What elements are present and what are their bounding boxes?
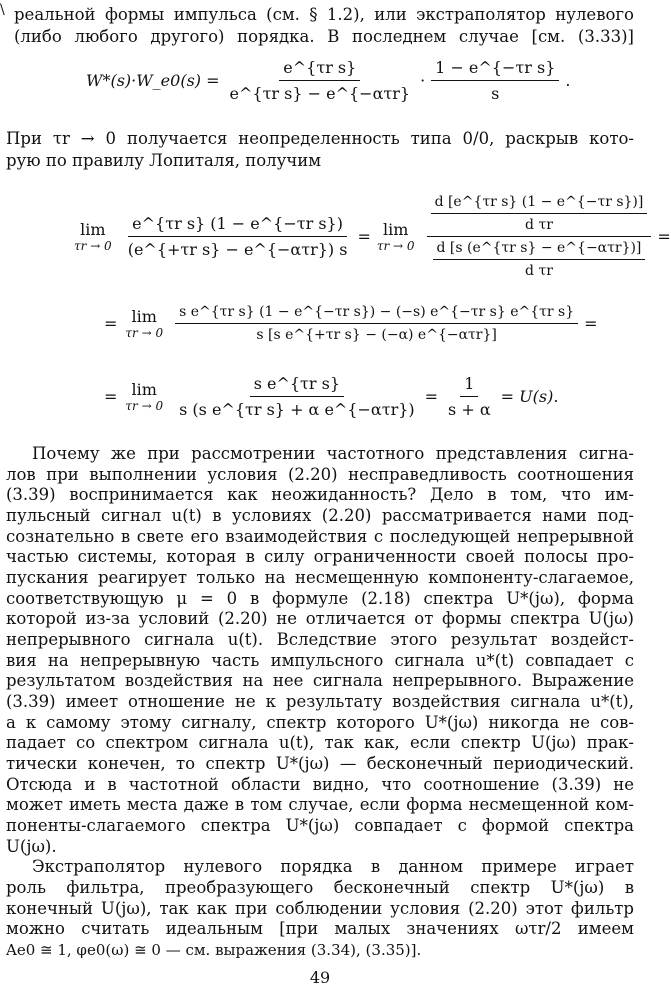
equation-4: [104, 374, 558, 419]
text-line: пускания реагирует только на несмещенную компоненту-слагаемое,: [6, 568, 634, 587]
text-line: роль фильтра, преобразующего бесконечный спектр U*(jω) в: [6, 878, 634, 897]
lim-text: lim: [131, 307, 157, 326]
text-line: частью системы, которая в силу ограниченности своей полосы про-: [6, 547, 634, 566]
text-line: (3.39) имеет отношение не к результату воздействия сигнала u*(t),: [6, 692, 634, 711]
eq4-equals: =: [424, 387, 439, 406]
text-line: которой из-за условий (2.20) не отличается от формы спектра U(jω): [6, 609, 634, 628]
text-line: Отсюда и в частотной области видно, что соотношение (3.39) не: [6, 775, 634, 794]
eq2-compound-num: [427, 194, 652, 237]
text-line: Ae0 ≅ 1, φe0(ω) ≅ 0 — см. выражения (3.34), (3.35)].: [6, 941, 422, 959]
text-line: рую по правилу Лопиталя, получим: [6, 151, 322, 170]
eq3-fraction: [175, 304, 578, 343]
eq2-inner-num: d [s (e^{τr s} − e^{−ατr})]: [433, 240, 646, 260]
lim-text: lim: [383, 219, 409, 239]
eq3-end: =: [584, 314, 598, 333]
eq2-equals: =: [357, 226, 371, 246]
eq2-inner-den: d τr: [525, 216, 553, 233]
eq1-fraction-2: [431, 58, 559, 103]
eq4-den: s (s e^{τr s} + α e^{−ατr}): [179, 400, 415, 419]
eq2-limit-2: [377, 220, 415, 253]
page-number: 49: [309, 968, 331, 987]
eq3-num: s e^{τr s} (1 − e^{−τr s}) − (−s) e^{−τr s} e^{τr s}: [175, 304, 578, 324]
eq1-frac2-num: 1 − e^{−τr s}: [431, 58, 559, 81]
text-line: пульсный сигнал u(t) в условиях (2.20) рассматривается нами под-: [6, 506, 634, 525]
text-line: реальной формы импульса (см. § 1.2), или экстраполятор нулевого: [14, 5, 634, 24]
eq4-den2: s + α: [448, 400, 491, 419]
equation-1: [86, 58, 570, 103]
eq4-lead: =: [104, 387, 118, 406]
eq4-fraction-1: [175, 374, 419, 419]
eq2-inner-frac-top: [431, 194, 648, 233]
eq2-inner-num: d [e^{τr s} (1 − e^{−τr s})]: [431, 194, 648, 214]
text-line: а к самому этому сигналу, спектр которого U*(jω) никогда не сов-: [6, 713, 634, 732]
eq1-frac1-den: e^{τr s} − e^{−ατr}: [229, 84, 411, 103]
text-line: результатом воздействия на нее сигнала непрерывного. Выражение: [6, 671, 634, 690]
eq4-fraction-2: [444, 374, 495, 419]
text-line: поненты-слагаемого спектра U*(jω) совпадает с формой спектра: [6, 816, 634, 835]
eq2-inner-frac-bottom: [433, 240, 646, 279]
text-line: непрерывного сигнала u(t). Вследствие этого результат воздейст-: [6, 630, 634, 649]
margin-mark: \: [0, 2, 5, 18]
text-line: Почему же при рассмотрении частотного представления сигна-: [32, 444, 634, 463]
eq3-den: s [s e^{+τr s} − (−α) e^{−ατr}]: [256, 327, 497, 343]
lim-subscript: τr → 0: [125, 399, 164, 413]
eq4-limit: [125, 380, 163, 413]
text-line: (либо любого другого) порядка. В последнем случае [см. (3.33)]: [14, 27, 634, 46]
lim-subscript: τr → 0: [125, 326, 164, 340]
text-line: тически конечен, то спектр U*(jω) — бесконечный периодический.: [6, 754, 634, 773]
text-line: соответствующую μ = 0 в формуле (2.18) спектра U*(jω), форма: [6, 589, 634, 608]
text-line: можно считать идеальным [при малых значениях ωτr/2 имеем: [6, 919, 634, 938]
lim-subscript: τr → 0: [376, 238, 415, 253]
text-line: Экстраполятор нулевого порядка в данном примере играет: [32, 857, 634, 876]
eq2-fraction-1: [124, 214, 352, 259]
eq4-rhs: = U(s).: [500, 387, 559, 406]
text-line: падает со спектром сигнала u(t), так как, если спектр U(jω) прак-: [6, 733, 634, 752]
eq2-inner-den: d τr: [525, 262, 553, 279]
lim-text: lim: [80, 219, 106, 239]
eq1-fraction-1: [226, 58, 415, 103]
eq1-frac2-den: s: [491, 84, 500, 103]
eq2-limit-1: [74, 220, 112, 253]
text-line: конечный U(jω), так как при соблюдении условия (2.20) этот фильтр: [6, 899, 634, 918]
eq2-end: =: [657, 226, 671, 246]
lim-subscript: τr → 0: [74, 238, 112, 253]
text-line: При τr → 0 получается неопределенность типа 0/0, раскрыв кото-: [6, 129, 634, 148]
eq4-num2: 1: [460, 374, 478, 397]
eq1-dot: ·: [420, 71, 426, 90]
eq1-lhs: W*(s)·W_e0(s) =: [86, 71, 220, 90]
eq2-f1-den: (e^{+τr s} − e^{−ατr}) s: [127, 239, 348, 259]
text-line: сознательно в свете его взаимодействия с последующей непрерывной: [6, 527, 634, 546]
lim-text: lim: [131, 380, 157, 399]
eq1-end: .: [565, 71, 571, 90]
eq4-num: s e^{τr s}: [250, 374, 344, 397]
text-line: может иметь места даже в том случае, если форма несмещенной ком-: [6, 795, 634, 814]
text-line: вия на непрерывную часть импульсного сигнала u*(t) совпадает с: [6, 651, 634, 670]
eq3-lead: =: [104, 314, 118, 333]
text-line: лов при выполнении условия (2.20) несправедливость соотношения: [6, 465, 634, 484]
eq2-f1-num: e^{τr s} (1 − e^{−τr s}): [128, 214, 347, 237]
equation-3: [104, 304, 598, 343]
text-line: (3.39) воспринимается как неожиданность? Дело в том, что им-: [6, 485, 634, 504]
eq2-compound-den: [429, 237, 650, 279]
equation-2: [74, 188, 671, 284]
eq2-compound-fraction: [427, 194, 652, 279]
text-line: U(jω).: [6, 837, 57, 856]
eq3-limit: [125, 307, 163, 340]
eq1-frac1-num: e^{τr s}: [279, 58, 360, 81]
